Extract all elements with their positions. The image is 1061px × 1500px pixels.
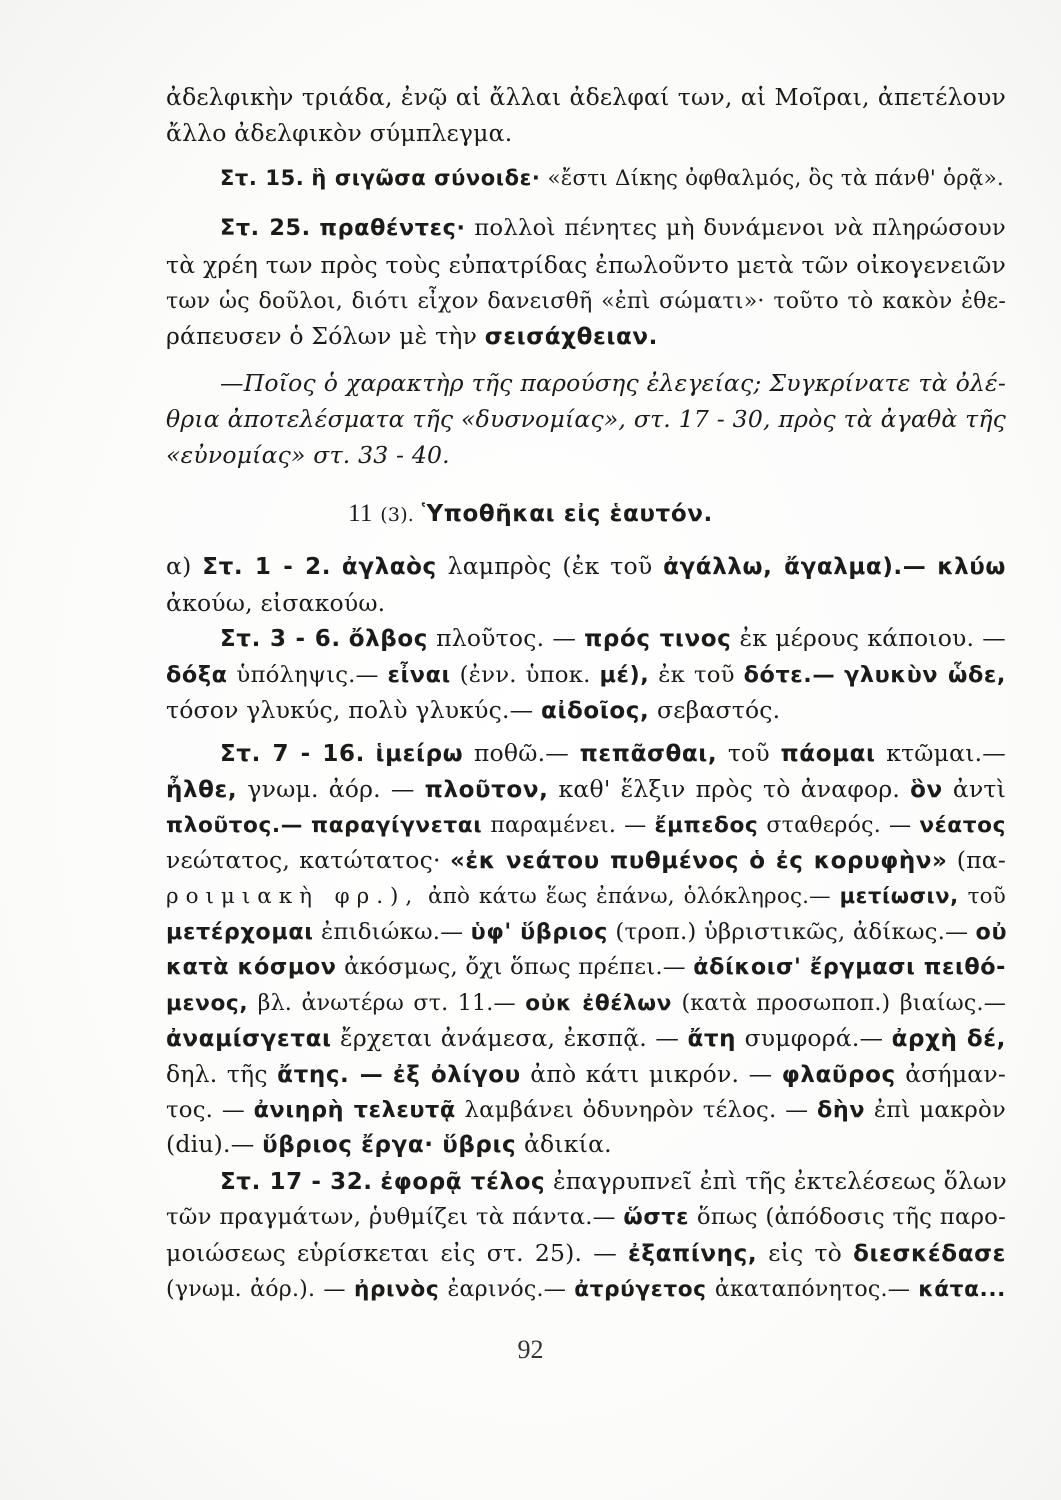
entry-term: οὐ	[975, 919, 1008, 945]
entry-term: εἶναι	[387, 662, 451, 688]
entry-term: γλυκὺν ὧδε,	[844, 662, 1006, 688]
entry-term: ἐξαπίνης,	[628, 1241, 758, 1267]
text-line	[166, 881, 1006, 912]
text-line	[166, 1238, 1006, 1269]
line-text: ὑπόληψις.—	[236, 662, 379, 688]
line-text: ἀκόσμως, ὄχι ὅπως πρέπει.—	[344, 954, 686, 980]
heading-sub: (3).	[380, 504, 415, 526]
entry-term: ἀναμίσγεται	[166, 1026, 332, 1052]
entry-term: ἀδίκοισ' ἔργμασι πειθό-	[693, 954, 1007, 980]
entry-term: οὐκ ἐθέλων	[525, 991, 672, 1016]
text-line	[166, 588, 1006, 618]
text-line	[166, 774, 1006, 805]
line-text: μοιώσεως εὑρίσκεται εἰς στ. 25). —	[166, 1239, 617, 1267]
line-text: ἐκ τοῦ	[658, 662, 735, 688]
text-line	[166, 82, 1006, 112]
entry-term: παραγίγνεται	[311, 813, 483, 838]
entry-term: ἀνιηρὴ τελευτᾷ	[253, 1097, 456, 1123]
line-text: ἐπὶ μακρὸν	[873, 1097, 1006, 1123]
entry-term: πρός τινος	[584, 626, 732, 652]
entry-term: ὑφ' ὕβριος	[470, 919, 608, 945]
line-text: ἐκ μέρους κάποιου. —	[739, 624, 1006, 652]
line-text: ὅπως (ἀπόδοσις τῆς παρο-	[696, 1204, 1006, 1230]
line-text: σταθερός. —	[766, 812, 912, 838]
text-line	[166, 250, 1006, 280]
entry-ref: Στ. 1 - 2.	[202, 554, 332, 580]
line-text: (κατὰ προσωποπ.) βιαίως.—	[681, 990, 1007, 1016]
line-text: πλοῦτος. —	[436, 624, 577, 652]
entry-st25	[220, 213, 1006, 243]
text-line	[166, 286, 1006, 316]
entry-term: ἣ σιγῶσα σύνοιδε·	[311, 166, 541, 190]
entry-term: ἄτη	[687, 1026, 737, 1052]
line-text: ἐπαγρυπνεῖ ἐπὶ τῆς ἐκτελέσεως ὅλων	[552, 1167, 1007, 1195]
text-line	[166, 1274, 1006, 1305]
entry-st7	[220, 738, 1006, 769]
question-line	[220, 368, 1006, 398]
text-line	[166, 695, 1006, 726]
text-line	[166, 1095, 1006, 1125]
entry-term: νέατος	[919, 813, 1007, 838]
heading-number: 11	[348, 500, 373, 527]
line-text: ἔρχεται ἀνάμεσα, ἐκσπᾷ. —	[340, 1024, 680, 1052]
text-line	[166, 1023, 1006, 1054]
line-text: (diu).—	[166, 1130, 255, 1158]
line-text: (πα-	[956, 846, 1007, 874]
entry-st15	[220, 163, 1006, 194]
line-text: ροιμιακὴ φρ.),	[166, 884, 420, 909]
entry-term: ὥστε	[623, 1204, 690, 1230]
entry-term: ἱμείρω	[375, 741, 464, 767]
entry-term: διεσκέδασε	[853, 1241, 1007, 1267]
line-text: ἄλλο ἀδελφικὸν σύμπλεγμα.	[166, 119, 513, 147]
page-number: 92	[517, 1335, 544, 1364]
line-text: τοῦ	[727, 739, 770, 767]
entry-term: κάτα...	[918, 1277, 1006, 1302]
line-text: στ. 33 - 40.	[313, 441, 450, 469]
text-line	[166, 952, 1006, 982]
entry-ref: Στ. 3 - 6.	[220, 626, 341, 652]
text-line	[166, 1202, 1006, 1232]
line-text: ἀδελφικὴν τριάδα, ἐνῷ αἱ ἄλλαι ἀδελφαί των, αἱ Μοῖραι, ἀπετέλουν	[166, 83, 1006, 111]
line-text: καθ' ἕλξιν πρὸς τὸ ἀναφορ.	[558, 775, 901, 803]
entry-term: ἐξ ὀλίγου	[392, 1062, 521, 1088]
text-line	[166, 810, 1006, 841]
text-line	[166, 1129, 1006, 1160]
entry-term: πάομαι	[780, 741, 876, 767]
entry-term: μέ),	[599, 662, 650, 688]
entry-term: «ἐκ νεάτου πυθμένος ὁ ἐς κορυφὴν»	[449, 848, 948, 874]
entry-term: ἄτης. —	[277, 1062, 384, 1088]
line-text: ἐπιδιώκω.—	[321, 919, 464, 945]
line-text: (τροπ.) ὑβριστικῶς, ἀδίκως.—	[615, 919, 969, 945]
line-text: τόσον γλυκύς, πολὺ γλυκύς.—	[166, 696, 534, 724]
line-text: ἀπὸ κάτω ἕως ἐπάνω, ὁλόκληρος.—	[428, 884, 831, 909]
entry-term: ἀγάλλω, ἄγαλμα).—	[663, 554, 927, 580]
line-text: Συγκρίνατε τὰ ὀλέ-	[769, 369, 1006, 397]
entry-term: ἀτρύγετος	[574, 1277, 707, 1302]
line-text: ἀκούω, εἰσακούω.	[166, 589, 386, 617]
entry-term: πλοῦτος.—	[166, 813, 303, 838]
entry-term: αἰδοῖος,	[541, 698, 650, 724]
text-line	[166, 845, 1006, 876]
text-line	[166, 118, 1006, 148]
entry-term: ἔμπεδος	[654, 813, 759, 838]
entry-term: ὕβριος ἔργα· ὕβρις	[262, 1132, 517, 1158]
line-text: (ἐνν. ὑποκ.	[459, 662, 591, 688]
line-text: βλ. ἀνωτέρω στ. 11.—	[257, 990, 516, 1016]
line-text: τος. —	[166, 1097, 245, 1123]
line-text: εἰς τὸ	[768, 1239, 843, 1267]
line-text: κτῶμαι.—	[886, 739, 1006, 767]
entry-term: ὄλβος	[348, 626, 429, 652]
line-text: ράπευσεν ὁ Σόλων μὲ τὴν	[166, 322, 478, 350]
line-text: θρια ἀποτελέσματα τῆς	[166, 405, 454, 433]
line-text: —Ποῖος ὁ χαρακτὴρ τῆς παρούσης ἐλεγείας;	[220, 369, 762, 397]
line-text: δηλ. τῆς	[166, 1060, 268, 1088]
line-text: τὰ χρέη των πρὸς τοὺς εὐπατρίδας ἐπωλοῦντο μετὰ τῶν οἰκογενειῶν	[166, 251, 1006, 279]
entry-gloss: «ἔστι Δίκης ὀφθαλμός, ὃς τὰ πάνθ' ὁρᾷ».	[547, 166, 1004, 191]
entry-term: κλύω	[937, 554, 1007, 580]
entry-term: σεισάχθειαν.	[484, 324, 658, 350]
entry-ref: Στ. 15.	[220, 166, 305, 190]
line-text: σεβαστός.	[657, 696, 781, 724]
entry-term: μετέρχομαι	[166, 919, 314, 945]
entry-a	[166, 551, 1006, 582]
line-text: τοῦ	[967, 884, 1006, 909]
text-line	[166, 660, 1006, 690]
entry-term: ἦλθε,	[166, 777, 238, 803]
line-text: «εὐνομίας»	[166, 441, 306, 469]
line-text: ἀπὸ κάτι μικρόν. —	[530, 1060, 773, 1088]
heading-title: Ὑποθῆκαι εἰς ἑαυτόν.	[421, 501, 713, 527]
entry-term: δὴν	[816, 1097, 866, 1123]
entry-ref: Στ. 25.	[220, 215, 311, 241]
entry-term: δόξα	[166, 662, 228, 688]
line-text: ποθῶ.—	[473, 739, 569, 767]
line-text: πρὸς τὰ ἀγαθὰ τῆς	[778, 405, 1007, 433]
line-text: νεώτατος, κατώτατος·	[166, 846, 441, 874]
line-text: συμφορά.—	[744, 1024, 884, 1052]
line-text: των ὡς δοῦλοι, διότι εἶχον δανεισθῆ «ἐπὶ σώματι»· τοῦτο τὸ κακὸν ἐθε-	[166, 288, 1006, 314]
entry-term: ἀγλαὸς	[341, 554, 437, 580]
line-text: α)	[166, 552, 192, 580]
line-text: ἀσήμαν-	[905, 1060, 1006, 1088]
entry-term: πεπᾶσθαι,	[579, 741, 718, 767]
line-text: ἀκαταπόνητος.—	[714, 1276, 911, 1302]
line-text: στ. 17 - 30,	[633, 405, 771, 433]
entry-term: φλαῦρος	[781, 1062, 896, 1088]
entry-term: πλοῦτον,	[424, 777, 549, 803]
entry-gloss: πολλοὶ πένητες μὴ δυνάμενοι νὰ πληρώσουν	[474, 215, 1006, 241]
entry-term: κατὰ κόσμον	[166, 954, 337, 980]
text-line	[166, 917, 1006, 947]
line-text: γνωμ. ἀόρ. —	[247, 775, 415, 803]
section-heading	[0, 498, 1061, 530]
entry-ref: Στ. 17 - 32.	[220, 1169, 373, 1195]
question-line	[166, 404, 1006, 434]
text-line	[166, 988, 1006, 1019]
entry-term: ἐφορᾷ τέλος	[380, 1169, 546, 1195]
line-text: (γνωμ. ἀόρ.). —	[166, 1276, 346, 1302]
entry-term: μετίωσιν,	[839, 884, 959, 908]
entry-term: δότε.—	[743, 662, 836, 688]
line-text: λαμπρὸς (ἐκ τοῦ	[447, 552, 653, 580]
entry-term: ὃν	[910, 777, 943, 803]
line-text: λαμβάνει ὀδυνηρὸν τέλος. —	[464, 1097, 809, 1123]
entry-st17	[220, 1166, 1006, 1197]
entry-term: πραθέντες·	[319, 215, 466, 241]
entry-ref: Στ. 7 - 16.	[220, 741, 365, 767]
line-text: ἀδικία.	[523, 1130, 612, 1158]
line-text: τῶν πραγμάτων, ῥυθμίζει τὰ πάντα.—	[166, 1204, 616, 1230]
line-text: παραμένει. —	[490, 812, 647, 838]
entry-term: μενος,	[166, 991, 249, 1016]
entry-term: ἠρινὸς	[353, 1277, 440, 1302]
entry-st3	[220, 623, 1006, 654]
text-line	[166, 1059, 1006, 1090]
question-line	[166, 440, 1006, 470]
line-text: «δυσνομίας»,	[461, 405, 627, 433]
text-line	[166, 321, 1006, 352]
line-text: ἀντὶ	[952, 775, 1007, 803]
entry-term: ἀρχὴ δέ,	[891, 1026, 1007, 1052]
line-text: ἐαρινός.—	[447, 1276, 567, 1302]
